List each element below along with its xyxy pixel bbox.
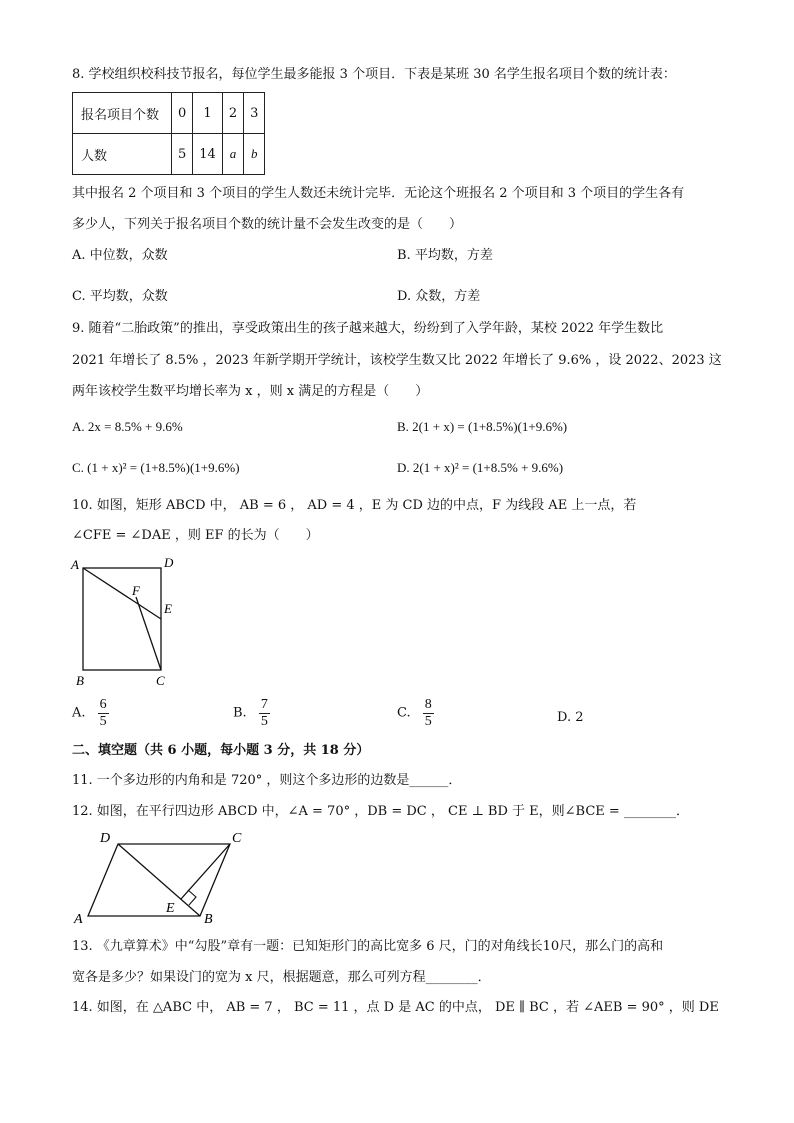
q9-line3: 两年该校学生数平均增长率为 x ，则 x 满足的方程是（ ）: [72, 384, 429, 399]
segment-ae: [83, 568, 161, 619]
table-cell: 14: [193, 134, 223, 175]
label-d: D: [100, 831, 111, 846]
table-cell: 报名项目个数: [73, 93, 172, 134]
label-c: C: [156, 673, 165, 688]
option-label: A.: [72, 705, 86, 721]
q10-line1: 10. 如图，矩形 ABCD 中， AB = 6 ， AD = 4 ，E 为 CD 边的中点，F 为线段 AE 上一点，若: [72, 498, 637, 513]
q8-stem: 8. 学校组织校科技节报名，每位学生最多能报 3 个项目．下表是某班 30 名学生报名项目个数的统计表：: [72, 67, 676, 82]
q8-line3: 多少人，下列关于报名项目个数的统计量不会发生改变的是（ ）: [72, 217, 463, 232]
section-title-fill-in: 二、填空题（共 6 小题，每小题 3 分，共 18 分）: [72, 743, 370, 758]
fraction: $\frac{8}{5}$: [424, 697, 432, 729]
q9-option-a: A. 2x = 8.5% + 9.6%: [72, 419, 183, 434]
label-b: B: [204, 912, 213, 927]
label-c: C: [232, 831, 242, 846]
table-cell: b: [244, 134, 265, 175]
label-f: F: [132, 583, 140, 598]
diagonal-bd: [118, 844, 200, 916]
q9-line2: 2021 年增长了 8.5% ，2023 年新学期开学统计，该校学生数又比 2022 年增长了 9.6% ，设 2022、2023 这: [72, 353, 722, 368]
label-e: E: [164, 601, 172, 616]
option-label: C.: [397, 705, 411, 721]
table-cell: 2: [222, 93, 243, 134]
q14-line1: 14. 如图，在 △ABC 中， AB = 7 ， BC = 11 ，点 D 是 AC 的中点， DE ∥ BC ，若 ∠AEB = 90° ，则 DE: [72, 1000, 719, 1015]
table-cell: 3: [244, 93, 265, 134]
q13-line1: 13. 《九章算术》中“勾股”章有一题：已知矩形门的高比宽多 6 尺，门的对角线长10尺，那么门的高和: [72, 939, 664, 954]
q8-option-a: A. 中位数，众数: [72, 248, 168, 263]
q12-parallelogram-figure: [70, 828, 260, 928]
q9-option-c: C. (1 + x)² = (1+8.5%)(1+9.6%): [72, 460, 240, 475]
q8-option-d: D. 众数，方差: [397, 289, 481, 304]
q10-option-d: D. 2: [557, 710, 584, 725]
q8-option-c: C. 平均数，众数: [72, 289, 168, 304]
right-angle-mark: [188, 890, 196, 905]
label-a: A: [71, 557, 79, 572]
q9-option-b: B. 2(1 + x) = (1+8.5%)(1+9.6%): [397, 419, 568, 434]
table-cell: 0: [172, 93, 193, 134]
table-cell: 1: [193, 93, 223, 134]
q10-rectangle-figure: [68, 555, 188, 695]
table-row: [73, 93, 265, 134]
q8-option-b: B. 平均数，方差: [397, 248, 493, 263]
q11-text: 11. 一个多边形的内角和是 720° ，则这个多边形的边数是______．: [72, 773, 462, 788]
q10-option-c: [397, 697, 434, 730]
q12-line1: 12. 如图，在平行四边形 ABCD 中，∠A = 70° ，DB = DC ， CE ⊥ BD 于 E，则∠BCE = ________．: [72, 804, 689, 819]
label-e: E: [166, 901, 175, 916]
q8-stats-table: [72, 92, 265, 175]
table-cell: 人数: [73, 134, 172, 175]
option-label: B.: [233, 705, 247, 721]
q13-line2: 宽各是多少？如果设门的宽为 x 尺，根据题意，那么可列方程________．: [72, 970, 491, 985]
fraction: $\frac{7}{5}$: [260, 697, 268, 729]
q10-option-a: [72, 697, 109, 730]
table-cell: a: [222, 134, 243, 175]
rectangle-abcd: [83, 568, 161, 670]
q9-option-d: D. 2(1 + x)² = (1+8.5% + 9.6%): [397, 460, 564, 475]
q8-line2: 其中报名 2 个项目和 3 个项目的学生人数还未统计完毕．无论这个班报名 2 个项目和 3 个项目的学生各有: [72, 186, 685, 201]
segment-cf: [136, 597, 161, 670]
q10-option-b: [233, 697, 270, 730]
fraction: $\frac{6}{5}$: [99, 697, 107, 729]
table-row: [73, 134, 265, 175]
label-a: A: [74, 912, 83, 927]
table-cell: 5: [172, 134, 193, 175]
label-d: D: [164, 555, 174, 570]
q10-line2: ∠CFE = ∠DAE ，则 EF 的长为（ ）: [72, 528, 319, 543]
label-b: B: [76, 673, 84, 688]
q9-line1: 9. 随着“二胎政策”的推出，享受政策出生的孩子越来越大，纷纷到了入学年龄，某校 2022 年学生数比: [72, 321, 664, 336]
